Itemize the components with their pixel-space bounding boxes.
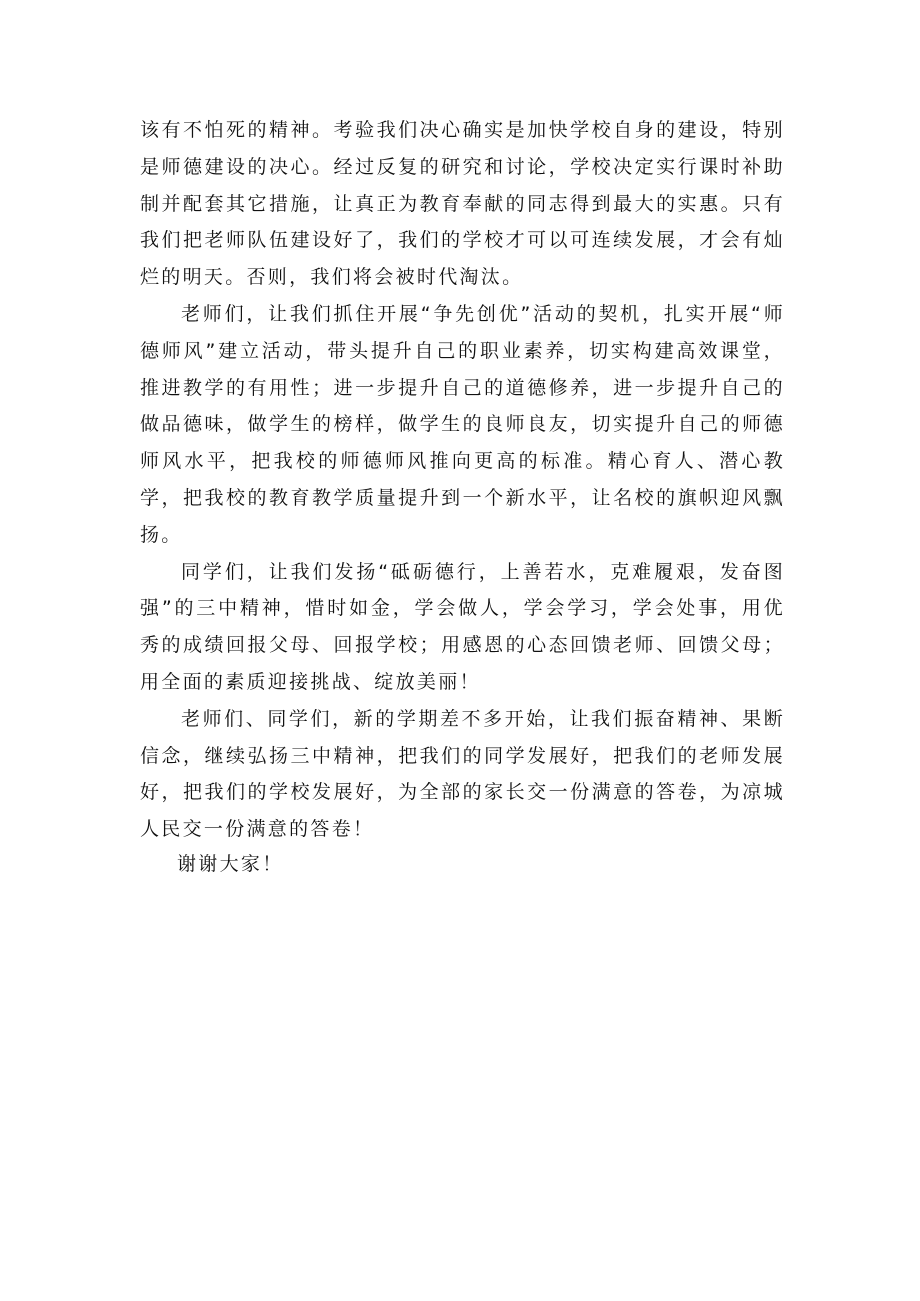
paragraph-3: 同学们，让我们发扬“砥砺德行，上善若水，克难履艰，发奋图强”的三中精神，惜时如金，学会做人，学会学习，学会处事，用优秀的成绩回报父母、回报学校；用感恩的心态回馈老师、回馈父母；用全面的素质迎接挑战、绽放美丽！ [140,560,785,693]
paragraph-2: 老师们，让我们抓住开展“争先创优”活动的契机，扎实开展“师德师风”建立活动，带头提升自己的职业素养，切实构建高效课堂，推进教学的有用性；进一步提升自己的道德修养，进一步提升自己的做品德味，做学生的榜样，做学生的良师良友，切实提升自己的师德师风水平，把我校的师德师风推向更高的标准。精心育人、潜心教学，把我校的教育教学质量提升到一个新水平，让名校的旗帜迎风飘扬。 [140,302,785,546]
paragraph-4: 老师们、同学们，新的学期差不多开始，让我们振奋精神、果断信念，继续弘扬三中精神，把我们的同学发展好，把我们的老师发展好，把我们的学校发展好，为全部的家长交一份满意的答卷，为凉城人民交一份满意的答卷！ [140,707,785,841]
closing-line: 谢谢大家！ [177,852,284,875]
paragraph-1: 该有不怕死的精神。考验我们决心确实是加快学校自身的建设，特别是师德建设的决心。经过反复的研究和讨论，学校决定实行课时补助制并配套其它措施，让真正为教育奉献的同志得到最大的实惠。只有我们把老师队伍建设好了，我们的学校才可以可连续发展，才会有灿烂的明天。否则，我们将会被时代淘汰。 [140,119,785,289]
speech-body [140,112,785,880]
